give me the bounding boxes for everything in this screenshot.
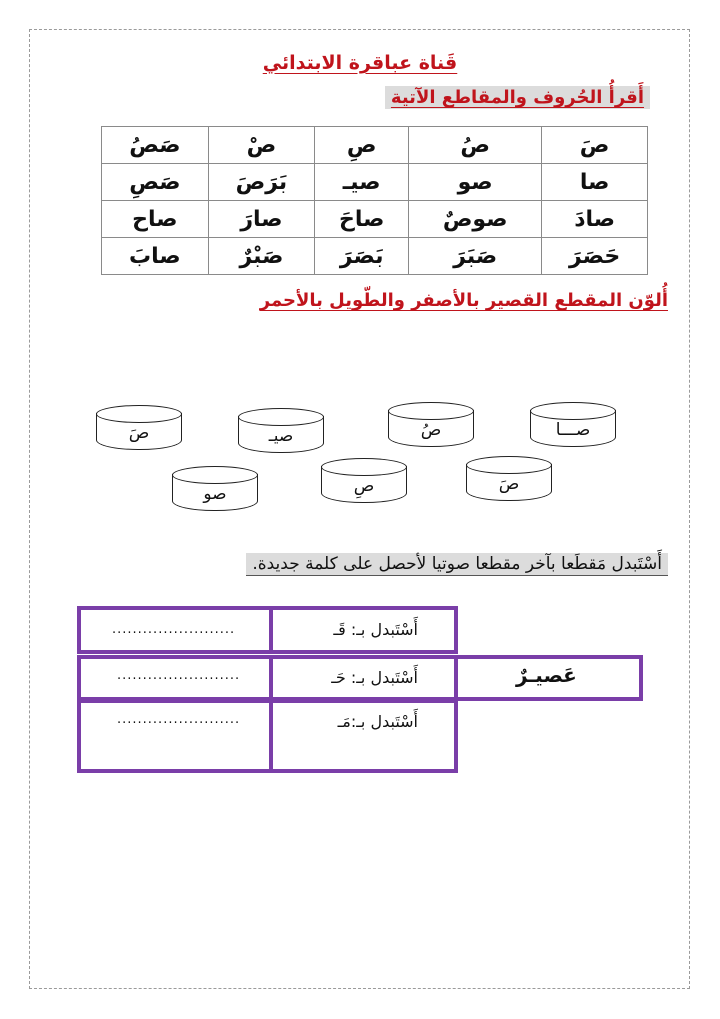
table-cell: بَصَرَ [315,238,409,275]
section2-heading: أُلوّن المقطع القصير بالأصفر والطّويل بالأحمر [259,290,668,311]
cylinder[interactable] [388,402,474,454]
table-cell: صاح [102,201,209,238]
table-row [102,201,648,238]
table-cell: صِ [315,127,409,164]
table-cell: صاحَ [315,201,409,238]
table-cell: صَبْرٌ [208,238,314,275]
page-title: قَناة عباقرة الابتدائي [262,52,458,74]
table-cell: صَصِ [102,164,209,201]
instruction-label: أَسْتَبدل بـ:مَـ [337,712,418,731]
cylinder[interactable] [238,408,324,460]
cylinder-label: صِ [353,476,375,496]
cylinder[interactable] [96,405,182,457]
table-cell: صارَ [208,201,314,238]
cylinder[interactable] [172,466,258,518]
cylinder[interactable] [530,402,616,454]
table-cell: صيـ [315,164,409,201]
instruction-label: أَسْتَبدل بـ: حَـ [331,668,418,687]
cylinder-label: صيـ [268,426,294,446]
cylinder-label: صَ [128,423,150,443]
table-cell: صابَ [102,238,209,275]
table-row [102,127,648,164]
section1-heading: أَقرأُ الحُروف والمقاطع الآتية [385,86,650,109]
table-cell: صَبَرَ [409,238,542,275]
table-row [102,238,648,275]
table-cell: صَ [542,127,648,164]
base-word: عَصيـرٌ [516,663,577,687]
table-cell: صْ [208,127,314,164]
table-cell: صَصُ [102,127,209,164]
cylinder-label: صَ [498,474,520,494]
section3-heading: أَسْتَبدل مَقطَعا بآخر مقطعا صوتيا لأحصل على كلمة جديدة. [246,553,668,576]
cylinder[interactable] [321,458,407,510]
table-cell: صُ [409,127,542,164]
answer-field[interactable]: ........................ [117,668,241,683]
answer-field[interactable]: ........................ [112,622,236,637]
cylinder-label: صُ [420,420,442,440]
answer-field[interactable]: ........................ [117,712,241,727]
letters-table [101,126,648,275]
table-cell: صو [409,164,542,201]
table-cell: بَرَصَ [208,164,314,201]
answer-box[interactable] [77,699,273,773]
table-cell: صادَ [542,201,648,238]
cylinder-label: صو [203,484,227,504]
table-row [102,164,648,201]
cylinder-label: صـــا [555,420,591,440]
table-cell: صا [542,164,648,201]
instruction-box [269,699,458,773]
cylinder[interactable] [466,456,552,508]
table-cell: صوصٌ [409,201,542,238]
instruction-label: أَسْتَبدل بـ: قَـ [333,620,418,639]
table-cell: حَصَرَ [542,238,648,275]
